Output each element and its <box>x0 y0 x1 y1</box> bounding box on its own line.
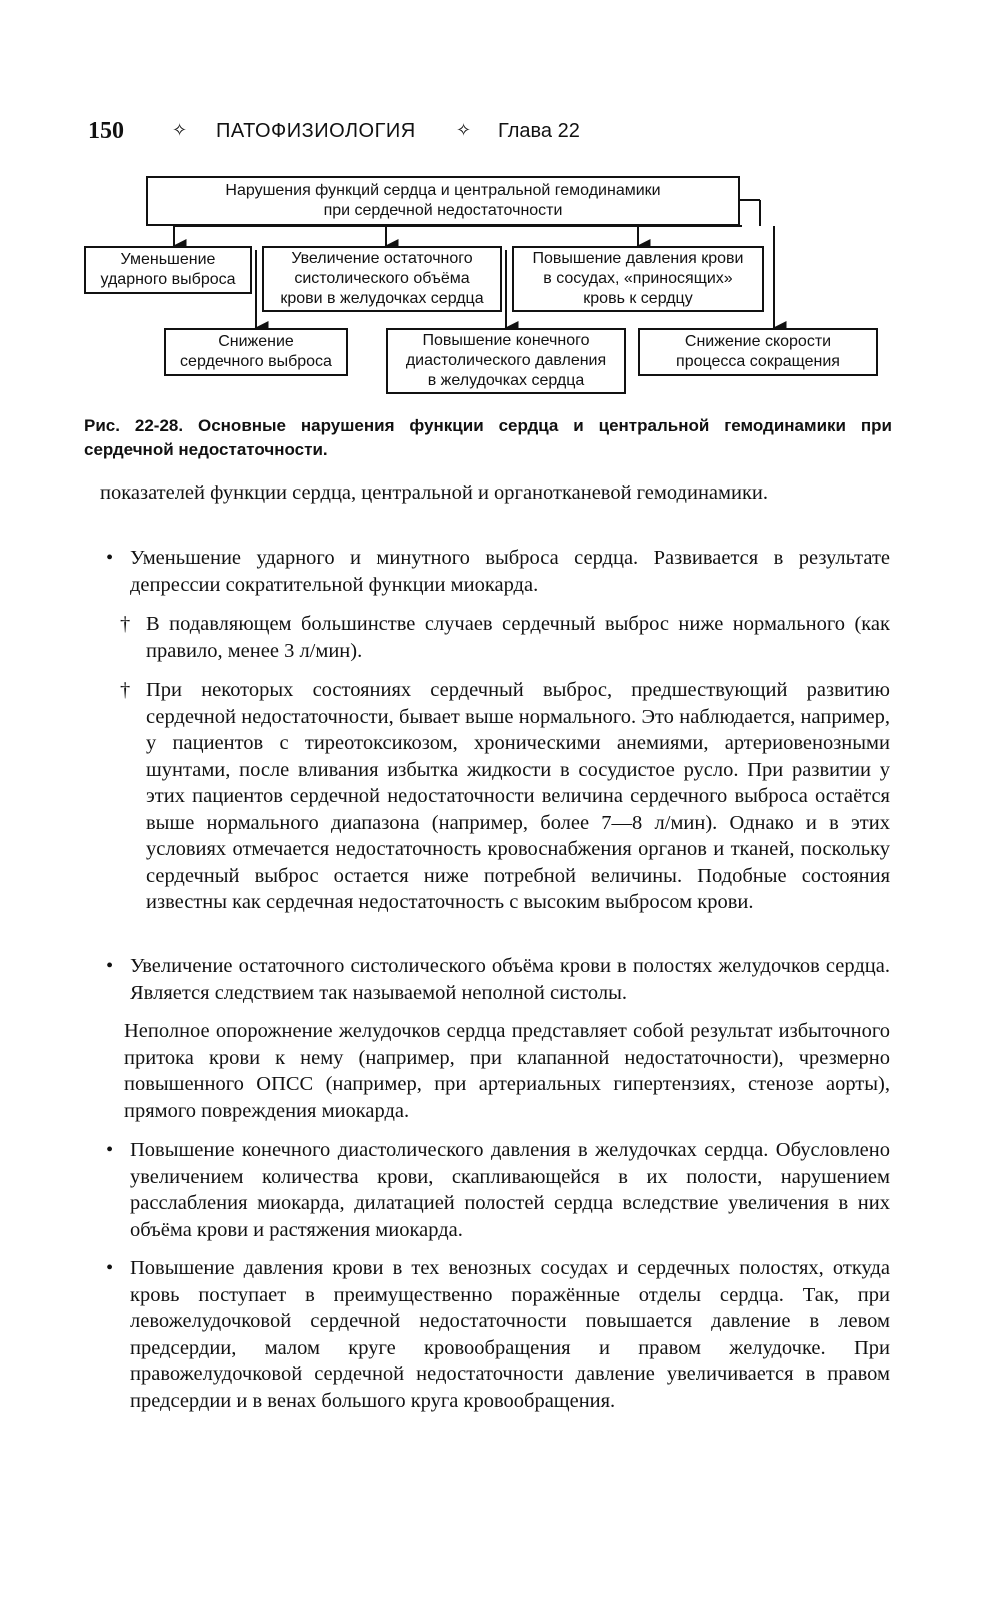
box-line: Повышение давления крови <box>532 250 744 267</box>
bullet-item: • Повышение давления крови в тех венозных сосудах и сердечных полостях, откуда кровь поступает в преимущественно поражённые отделы сердца. Так, при левожелудочковой сердечной недостаточности повышается давление в левом предсердии, малом круге кровообращения и правом желудочке. При правожелудочковой сердечной недостаточности давление увеличивается в правом предсердии и в венах большого круга кровообращения. <box>100 1255 890 1414</box>
box-line: в сосудах, «приносящих» <box>543 270 733 287</box>
dagger-text: При некоторых состояниях сердечный выброс, предшествующий развитию сердечной недостаточности, бывает выше нормального. Это наблюдается, например, у пациентов с тиреотоксикозом, хроническими анемиями, артериовенозными шунтами, после вливания избытка жидкости в сосудистое русло. При развитии у этих пациентов сердечной недостаточности величина сердечного выброса остаётся выше нормального диапазона (например, более 7—8 л/мин). Однако и в этих условиях отмечается недостаточность кровоснабжения органов и тканей, поскольку сердечный выброс остается ниже потребной величины. Подобные состояния известны как сердечная недостаточность с высоким выбросом крови. <box>146 679 890 913</box>
bullet-item: • Увеличение остаточного систолического объёма крови в полостях желудочков сердца. Является следствием так называемой неполной систолы. <box>100 953 890 1006</box>
bullet-item: • Повышение конечного диастолического давления в желудочках сердца. Обусловлено увеличением количества крови, скапливающейся в их полости, нарушением расслабления миокарда, дилатацией полостей сердца вследствие увеличения в них объёма крови и растяжения миокарда. <box>100 1137 890 1243</box>
paragraph: показателей функции сердца, центральной и органотканевой гемодинамики. <box>100 482 769 504</box>
paragraph: Неполное опорожнение желудочков сердца представляет собой результат избыточного притока крови к нему (например, при клапанной недостаточности), чрезмерно повышенного ОПСС (например, при артериальных гипертензиях, стенозе аорты), прямого повреждения миокарда. <box>124 1020 890 1122</box>
box-line: крови в желудочках сердца <box>280 290 484 307</box>
box-line: Уменьшение <box>120 251 216 268</box>
box-line: диастолического давления <box>405 352 607 369</box>
dagger-item <box>120 677 890 916</box>
diagram-top-line: при сердечной недостаточности <box>323 202 563 219</box>
diagram-box-end-diastolic-pressure <box>386 328 626 394</box>
box-line: Снижение <box>218 333 294 350</box>
diagram-top-box <box>146 176 740 226</box>
box-line: Увеличение остаточного <box>291 250 473 267</box>
box-line: Снижение скорости <box>684 333 832 350</box>
separator-icon: ✧ <box>456 120 472 140</box>
box-line: Повышение конечного <box>422 332 590 349</box>
bullet-item: • Уменьшение ударного и минутного выброса сердца. Развивается в результате депрессии сократительной функции миокарда. <box>100 545 890 598</box>
box-line: сердечного выброса <box>180 353 332 370</box>
diagram-box-contraction-rate <box>638 328 878 376</box>
diagram-box-stroke-volume <box>84 246 252 294</box>
box-line: систолического объёма <box>294 270 470 287</box>
box-line: в желудочках сердца <box>427 372 585 389</box>
box-line: процесса сокращения <box>676 353 840 370</box>
dagger-icon: † <box>120 613 131 635</box>
dagger-text: В подавляющем большинстве случаев сердечный выброс ниже нормального (как правило, менее 3 л/мин). <box>146 613 890 662</box>
box-line: кровь к сердцу <box>583 290 693 307</box>
dagger-item <box>120 611 890 664</box>
running-title: ПАТОФИЗИОЛОГИЯ <box>216 120 416 142</box>
diagram-box-venous-pressure <box>512 246 764 312</box>
box-line: ударного выброса <box>100 271 236 288</box>
figure-caption: Рис. 22-28. Основные нарушения функции сердца и центральной гемодинамики при сердечной недостаточности. <box>84 416 892 459</box>
dagger-icon: † <box>120 679 131 701</box>
separator-icon: ✧ <box>172 120 188 140</box>
diagram-top-line: Нарушения функций сердца и центральной гемодинамики <box>225 182 661 199</box>
chapter-label: Глава 22 <box>498 120 580 142</box>
diagram-box-cardiac-output <box>164 328 348 376</box>
diagram-box-residual-volume <box>262 246 502 312</box>
page-number: 150 <box>88 118 124 144</box>
